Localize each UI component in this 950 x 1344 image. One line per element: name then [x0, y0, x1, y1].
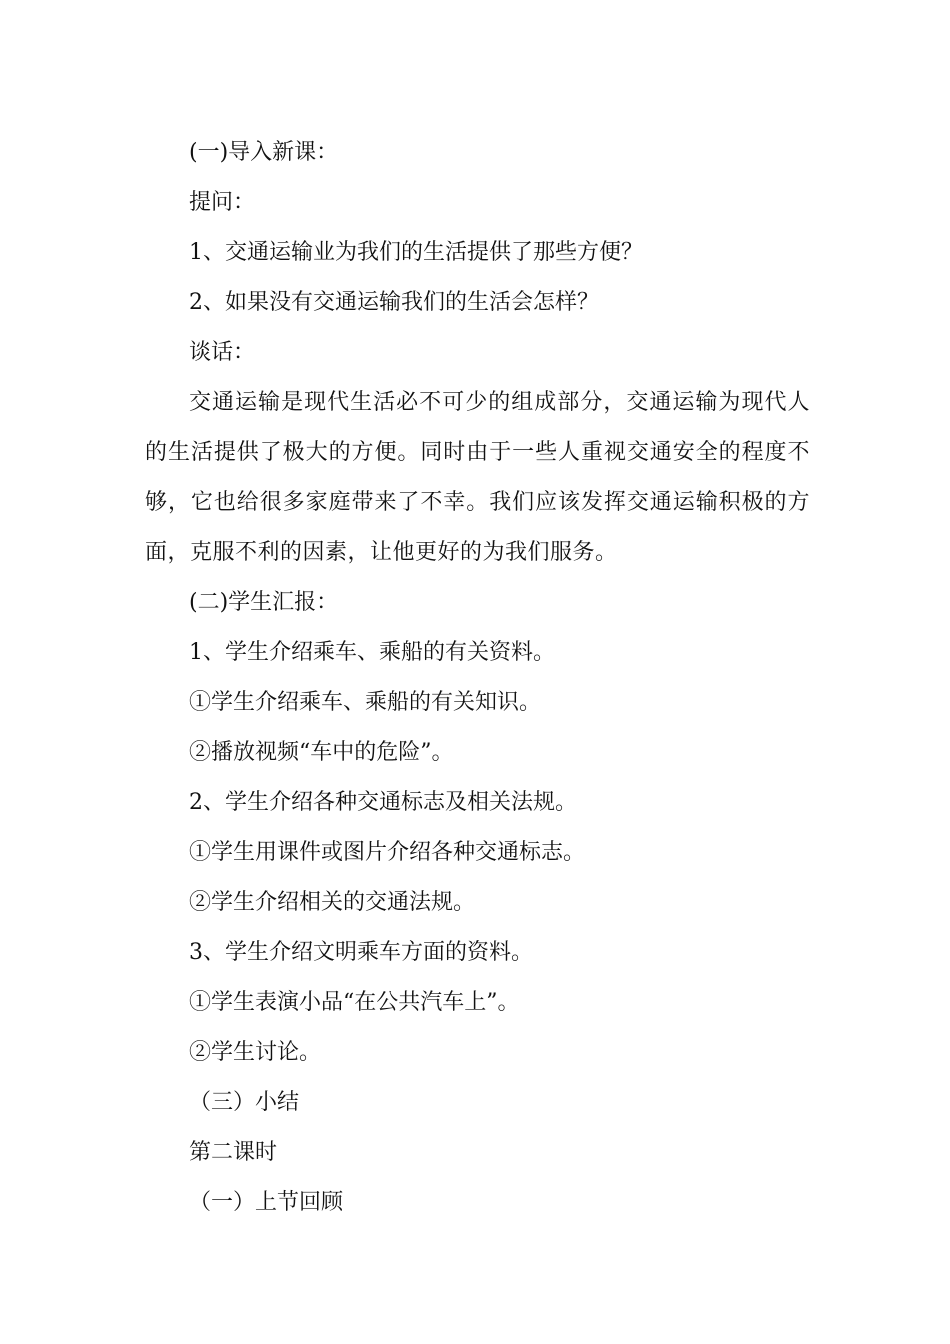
report-item-1: 1、学生介绍乘车、乘船的有关资料。	[189, 640, 555, 665]
report-item-3: 3、学生介绍文明乘车方面的资料。	[189, 940, 533, 965]
lesson-two-heading: 第二课时	[189, 1140, 278, 1165]
report-subitem-1b: ②播放视频“车中的危险”。	[189, 740, 454, 765]
question-item-1: 1、交通运输业为我们的生活提供了那些方便？	[189, 240, 643, 265]
document-body	[145, 128, 810, 1228]
section-heading-review: （一）上节回顾	[189, 1190, 344, 1215]
section-heading-report: (二)学生汇报：	[189, 590, 339, 615]
report-item-2: 2、学生介绍各种交通标志及相关法规。	[189, 790, 577, 815]
section-heading-summary: （三）小结	[189, 1090, 300, 1115]
label-talk: 谈话：	[189, 340, 256, 365]
report-subitem-1a: ①学生介绍乘车、乘船的有关知识。	[189, 690, 542, 715]
report-subitem-2b: ②学生介绍相关的交通法规。	[189, 890, 476, 915]
question-item-2: 2、如果没有交通运输我们的生活会怎样？	[189, 290, 599, 315]
section-heading-intro: (一)导入新课：	[189, 140, 339, 165]
talk-paragraph: 交通运输是现代生活必不可少的组成部分，交通运输为现代人的生活提供了极大的方便。同时由于一些人重视交通安全的程度不够，它也给很多家庭带来了不幸。我们应该发挥交通运输积极的方面，克服不利的因素，让他更好的为我们服务。	[145, 390, 810, 565]
label-question: 提问：	[189, 190, 256, 215]
report-subitem-3a: ①学生表演小品“在公共汽车上”。	[189, 990, 520, 1015]
report-subitem-3b: ②学生讨论。	[189, 1040, 322, 1065]
report-subitem-2a: ①学生用课件或图片介绍各种交通标志。	[189, 840, 586, 865]
